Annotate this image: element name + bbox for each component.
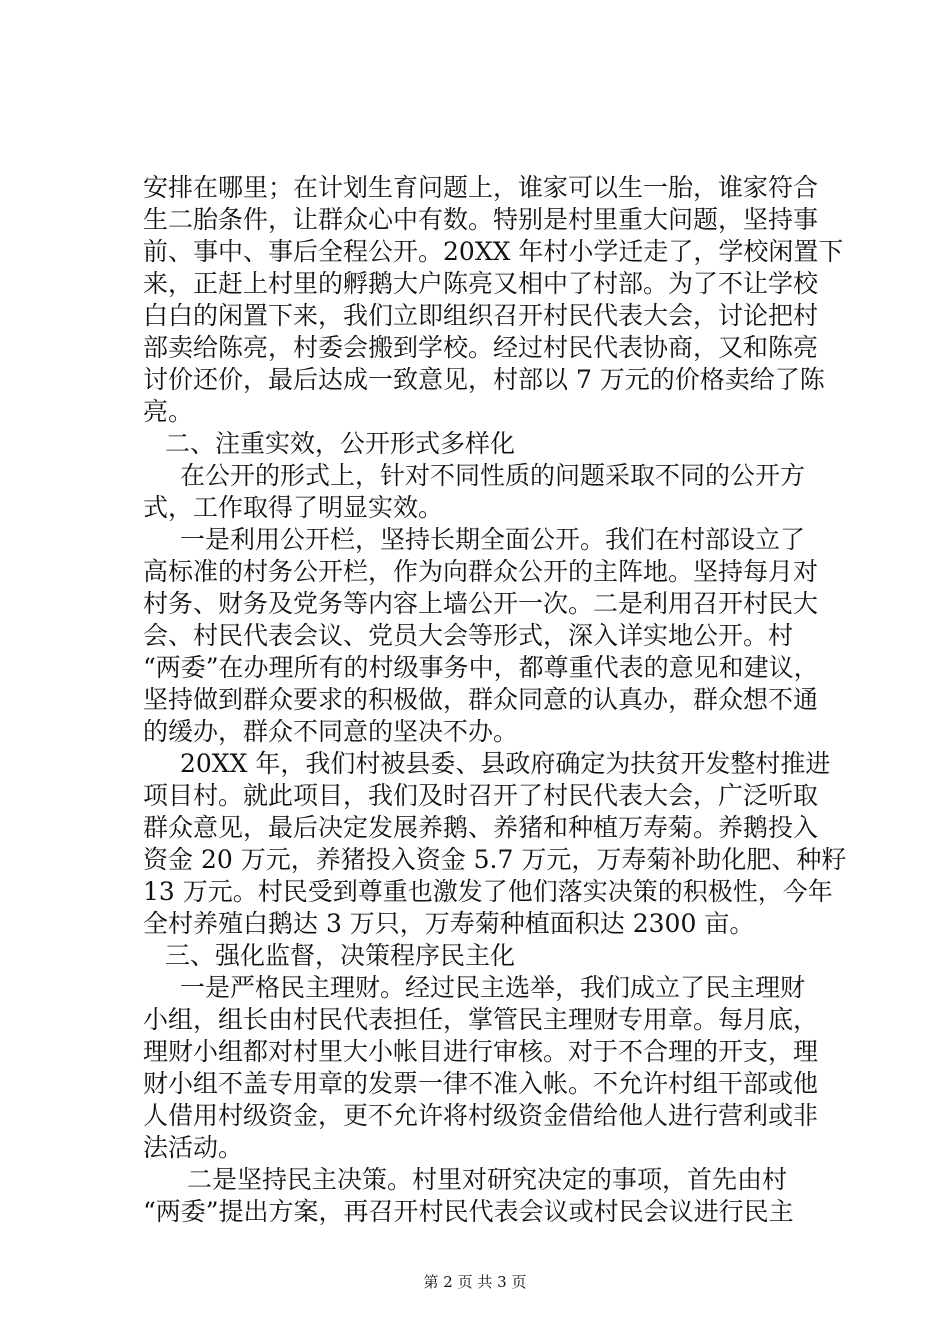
section-heading: 二、注重实效，公开形式多样化 xyxy=(165,429,516,458)
text-line: 13 万元。村民受到尊重也激发了他们落实决策的积极性，今年 xyxy=(143,877,833,906)
text-line: 的缓办，群众不同意的坚决不办。 xyxy=(143,717,519,746)
text-line: 财小组不盖专用章的发票一律不准入帐。不允许村组干部或他 xyxy=(143,1069,819,1098)
document-body xyxy=(143,172,847,1228)
text-line: 小组，组长由村民代表担任，掌管民主理财专用章。每月底， xyxy=(143,1005,819,1034)
text-line: 会、村民代表会议、党员大会等形式，深入详实地公开。村 xyxy=(143,621,794,650)
text-line: 全村养殖白鹅达 3 万只，万寿菊种植面积达 2300 亩。 xyxy=(143,909,755,938)
text-line: 在公开的形式上，针对不同性质的问题采取不同的公开方 xyxy=(180,461,806,490)
text-line: 项目村。就此项目，我们及时召开了村民代表大会，广泛听取 xyxy=(143,781,819,810)
text-line: 讨价还价，最后达成一致意见，村部以 7 万元的价格卖给了陈 xyxy=(143,365,825,394)
text-line: 高标准的村务公开栏，作为向群众公开的主阵地。坚持每月对 xyxy=(143,557,819,586)
text-line: 一是严格民主理财。经过民主选举，我们成立了民主理财 xyxy=(180,973,806,1002)
text-line: 白白的闲置下来，我们立即组织召开村民代表大会，讨论把村 xyxy=(143,301,819,330)
text-line: 式，工作取得了明显实效。 xyxy=(143,493,444,522)
text-line: 亮。 xyxy=(143,397,194,426)
text-line: 坚持做到群众要求的积极做，群众同意的认真办，群众想不通 xyxy=(143,685,819,714)
text-line: 法活动。 xyxy=(143,1133,244,1162)
text-line: 一是利用公开栏，坚持长期全面公开。我们在村部设立了 xyxy=(180,525,806,554)
text-line: 村务、财务及党务等内容上墙公开一次。二是利用召开村民大 xyxy=(143,589,819,618)
text-line: 来，正赶上村里的孵鹅大户陈亮又相中了村部。为了不让学校 xyxy=(143,269,819,298)
text-line: 20XX 年，我们村被县委、县政府确定为扶贫开发整村推进 xyxy=(180,749,831,778)
text-line: 人借用村级资金，更不允许将村级资金借给他人进行营利或非 xyxy=(143,1101,819,1130)
text-line: 二是坚持民主决策。村里对研究决定的事项，首先由村 xyxy=(187,1165,788,1194)
text-line: “两委”提出方案，再召开村民代表会议或村民会议进行民主 xyxy=(143,1197,794,1226)
text-line: 资金 20 万元，养猪投入资金 5.7 万元，万寿菊补助化肥、种籽 xyxy=(143,845,847,874)
text-line: “两委”在办理所有的村级事务中，都尊重代表的意见和建议， xyxy=(143,653,819,682)
text-line: 前、事中、事后全程公开。20XX 年村小学迁走了，学校闲置下 xyxy=(143,237,844,266)
text-line: 部卖给陈亮，村委会搬到学校。经过村民代表协商，又和陈亮 xyxy=(143,333,819,362)
text-line: 安排在哪里；在计划生育问题上，谁家可以生一胎，谁家符合 xyxy=(143,173,819,202)
page-number-label: 第 2 页 共 3 页 xyxy=(423,1273,527,1291)
page-footer xyxy=(0,1272,950,1292)
text-line: 群众意见，最后决定发展养鹅、养猪和种植万寿菊。养鹅投入 xyxy=(143,813,819,842)
text-line: 生二胎条件，让群众心中有数。特别是村里重大问题，坚持事 xyxy=(143,205,819,234)
section-heading: 三、强化监督，决策程序民主化 xyxy=(165,941,516,970)
text-line: 理财小组都对村里大小帐目进行审核。对于不合理的开支，理 xyxy=(143,1037,819,1066)
